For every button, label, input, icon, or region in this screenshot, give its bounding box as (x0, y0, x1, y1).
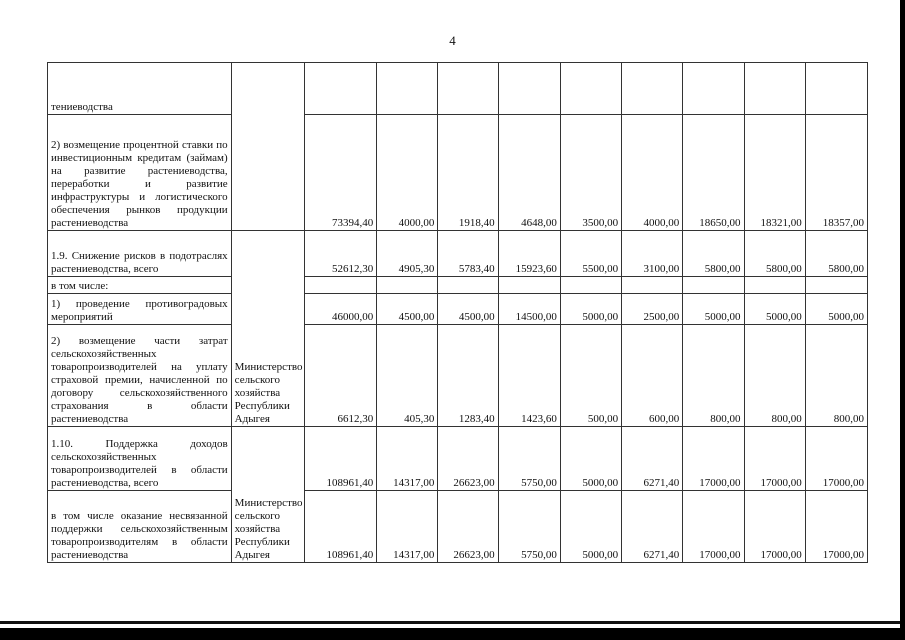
value-cell: 108961,40 (304, 427, 376, 491)
value-cell: 17000,00 (683, 491, 744, 563)
value-cell: 405,30 (377, 325, 438, 427)
responsible-executor: Министерство сельского хозяйства Республики Адыгея (231, 231, 304, 427)
value-cell: 1918,40 (438, 115, 498, 231)
value-cell (805, 63, 867, 115)
table-row (48, 277, 868, 294)
program-table (47, 62, 868, 563)
value-cell (498, 277, 560, 294)
scan-bottom-border (0, 628, 905, 640)
value-cell (744, 63, 805, 115)
table-row (48, 63, 868, 115)
value-cell: 4000,00 (377, 115, 438, 231)
value-cell (683, 63, 744, 115)
value-cell: 5500,00 (560, 231, 621, 277)
value-cell: 5000,00 (560, 294, 621, 325)
scan-right-border (900, 0, 905, 640)
value-cell: 4500,00 (438, 294, 498, 325)
value-cell: 800,00 (805, 325, 867, 427)
value-cell: 5000,00 (805, 294, 867, 325)
value-cell: 18321,00 (744, 115, 805, 231)
value-cell: 73394,40 (304, 115, 376, 231)
value-cell: 18357,00 (805, 115, 867, 231)
value-cell: 600,00 (622, 325, 683, 427)
value-cell: 18650,00 (683, 115, 744, 231)
value-cell: 5800,00 (744, 231, 805, 277)
value-cell: 46000,00 (304, 294, 376, 325)
responsible-cell-empty (231, 63, 304, 231)
responsible-executor: Министерство сельского хозяйства Республики Адыгея (231, 427, 304, 563)
page-number: 4 (449, 33, 456, 48)
value-cell: 15923,60 (498, 231, 560, 277)
row-description: в том числе оказание несвязанной поддержки сельскохозяйственным товаропроизводителям в области растениеводства (48, 491, 232, 563)
value-cell: 17000,00 (744, 491, 805, 563)
value-cell: 17000,00 (805, 491, 867, 563)
value-cell (304, 63, 376, 115)
table-row (48, 491, 868, 563)
row-description: тениеводства (48, 63, 232, 115)
value-cell (683, 277, 744, 294)
value-cell: 500,00 (560, 325, 621, 427)
value-cell: 5750,00 (498, 427, 560, 491)
value-cell: 108961,40 (304, 491, 376, 563)
row-description: в том числе: (48, 277, 232, 294)
value-cell: 52612,30 (304, 231, 376, 277)
value-cell: 17000,00 (683, 427, 744, 491)
value-cell: 5800,00 (805, 231, 867, 277)
value-cell: 17000,00 (805, 427, 867, 491)
value-cell (438, 277, 498, 294)
row-description: 1.10. Поддержка доходов сельскохозяйственных товаропроизводителей в области растениеводства, всего (48, 427, 232, 491)
value-cell: 4000,00 (622, 115, 683, 231)
value-cell (304, 277, 376, 294)
value-cell: 4905,30 (377, 231, 438, 277)
value-cell (744, 277, 805, 294)
value-cell: 14317,00 (377, 427, 438, 491)
value-cell: 5000,00 (744, 294, 805, 325)
table-row (48, 427, 868, 491)
value-cell: 3100,00 (622, 231, 683, 277)
value-cell: 4500,00 (377, 294, 438, 325)
value-cell (377, 63, 438, 115)
row-description: 1) проведение противоградовых мероприятий (48, 294, 232, 325)
value-cell: 800,00 (744, 325, 805, 427)
value-cell (377, 277, 438, 294)
value-cell: 5000,00 (560, 491, 621, 563)
value-cell: 5783,40 (438, 231, 498, 277)
value-cell: 26623,00 (438, 427, 498, 491)
value-cell: 6271,40 (622, 427, 683, 491)
table-row (48, 115, 868, 231)
value-cell (805, 277, 867, 294)
table-row (48, 325, 868, 427)
value-cell (560, 277, 621, 294)
row-description: 2) возмещение процентной ставки по инвестиционным кредитам (займам) на развитие растениеводства, переработки и развитие инфраструктуры и логистического обеспечения рынков продукции растениеводства (48, 115, 232, 231)
value-cell: 800,00 (683, 325, 744, 427)
value-cell: 5800,00 (683, 231, 744, 277)
value-cell: 5750,00 (498, 491, 560, 563)
value-cell: 2500,00 (622, 294, 683, 325)
row-description: 2) возмещение части затрат сельскохозяйственных товаропроизводителей на уплату страховой премии, начисленной по договору сельскохозяйственного страхования в области растениеводства (48, 325, 232, 427)
value-cell: 14317,00 (377, 491, 438, 563)
value-cell: 5000,00 (560, 427, 621, 491)
value-cell (560, 63, 621, 115)
value-cell: 26623,00 (438, 491, 498, 563)
value-cell (622, 277, 683, 294)
value-cell: 4648,00 (498, 115, 560, 231)
value-cell: 1283,40 (438, 325, 498, 427)
value-cell (438, 63, 498, 115)
value-cell: 1423,60 (498, 325, 560, 427)
value-cell: 6271,40 (622, 491, 683, 563)
table-row (48, 231, 868, 277)
value-cell (622, 63, 683, 115)
value-cell: 6612,30 (304, 325, 376, 427)
value-cell (498, 63, 560, 115)
value-cell: 5000,00 (683, 294, 744, 325)
value-cell: 3500,00 (560, 115, 621, 231)
value-cell: 14500,00 (498, 294, 560, 325)
row-description: 1.9. Снижение рисков в подотраслях растениеводства, всего (48, 231, 232, 277)
table-row (48, 294, 868, 325)
value-cell: 17000,00 (744, 427, 805, 491)
